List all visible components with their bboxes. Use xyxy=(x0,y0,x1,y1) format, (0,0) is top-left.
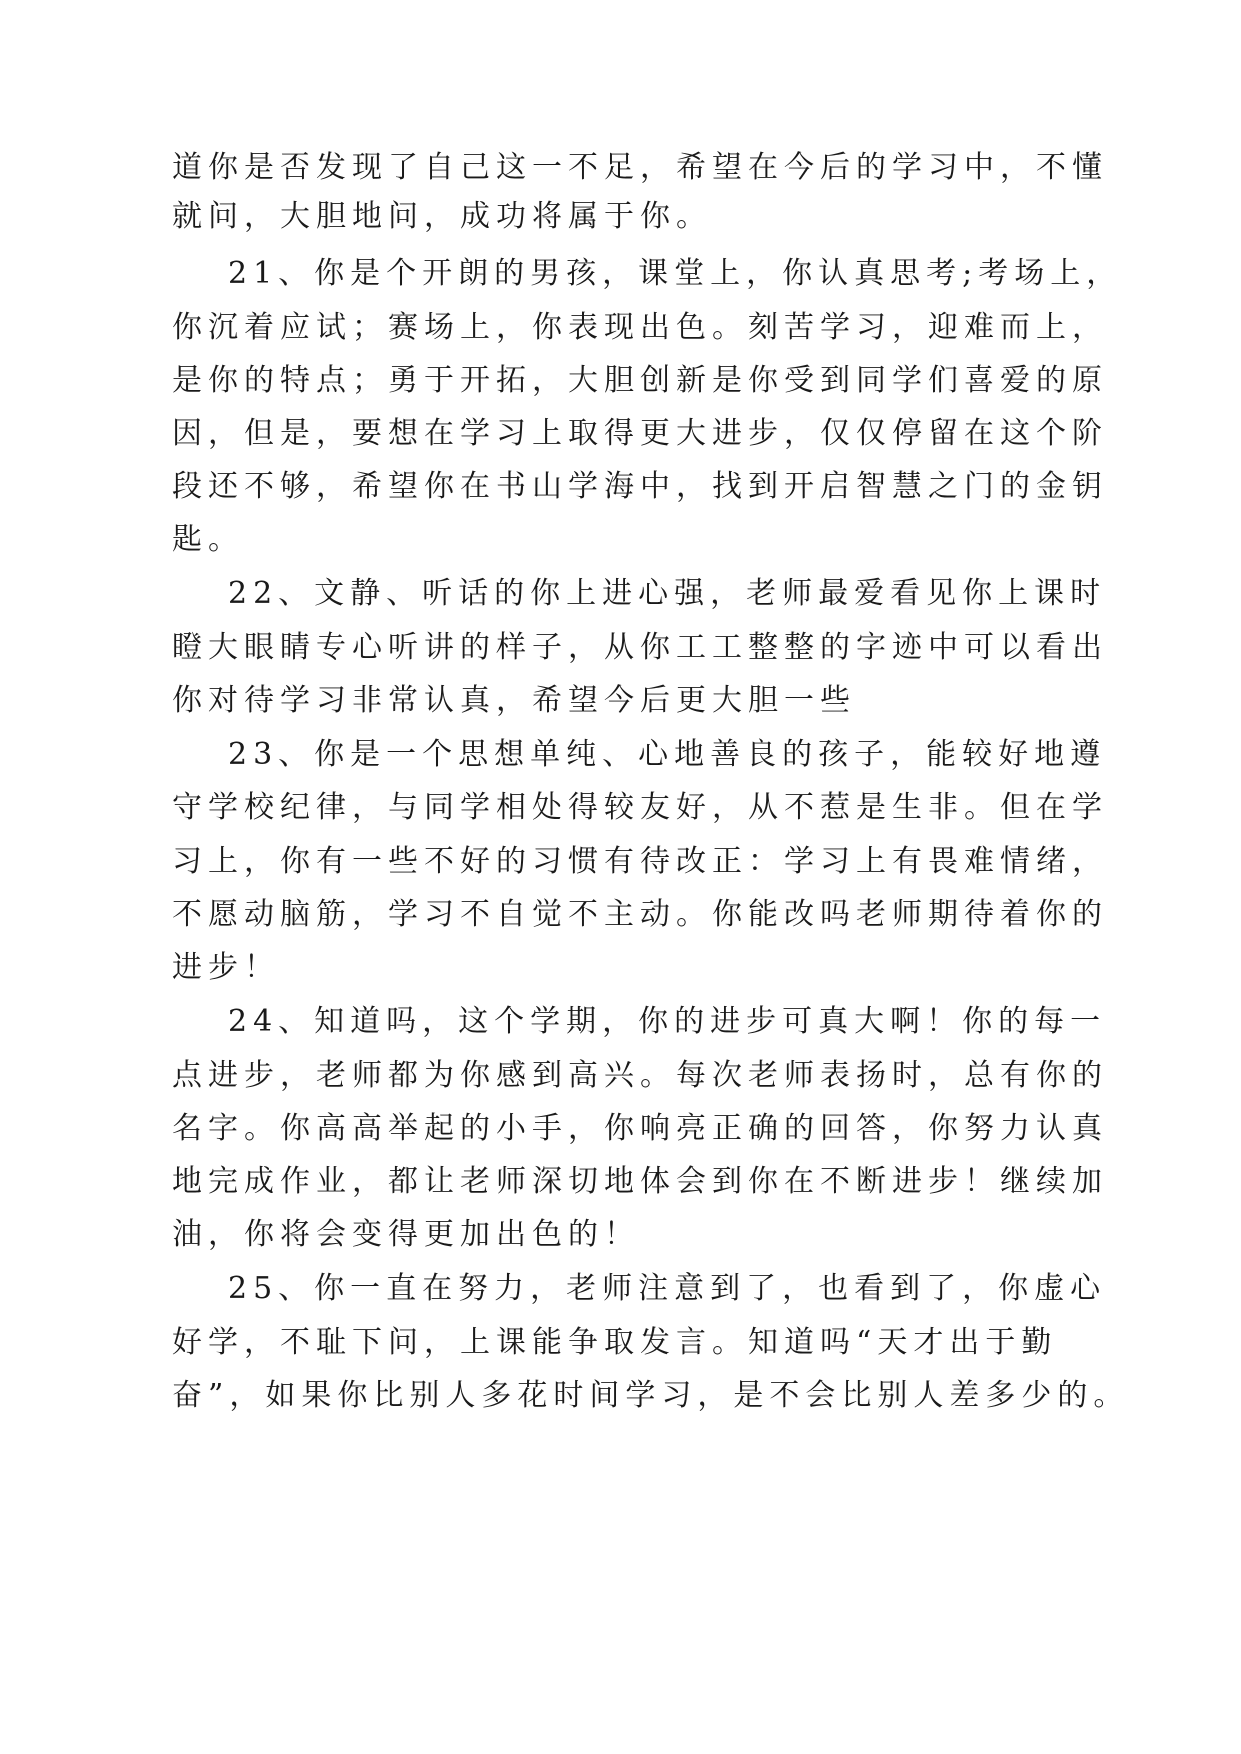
body-text-line: 就问，大胆地问，成功将属于你。 xyxy=(172,199,712,234)
comment-23-line: 23、你是一个思想单纯、心地善良的孩子，能较好地遵 xyxy=(228,737,1107,772)
comment-24-line: 点进步，老师都为你感到高兴。每次老师表扬时，总有你的 xyxy=(172,1058,1108,1093)
comment-23-line: 进步！ xyxy=(172,950,280,985)
comment-21-line: 是你的特点；勇于开拓，大胆创新是你受到同学们喜爱的原 xyxy=(172,363,1108,398)
comment-23-line: 不愿动脑筋，学习不自觉不主动。你能改吗老师期待着你的 xyxy=(172,897,1108,932)
comment-24-line: 地完成作业，都让老师深切地体会到你在不断进步！继续加 xyxy=(172,1164,1108,1199)
comment-25-line: 25、你一直在努力，老师注意到了，也看到了，你虚心 xyxy=(228,1271,1107,1306)
comment-25-line: 好学，不耻下问，上课能争取发言。知道吗“天才出于勤 xyxy=(172,1325,1058,1360)
comment-25-line: 奋”，如果你比别人多花时间学习，是不会比别人差多少的。 xyxy=(172,1378,1130,1413)
comment-24-line: 24、知道吗，这个学期，你的进步可真大啊！你的每一 xyxy=(228,1004,1107,1039)
comment-24-line: 油，你将会变得更加出色的！ xyxy=(172,1217,640,1252)
comment-21-line: 你沉着应试；赛场上，你表现出色。刻苦学习，迎难而上， xyxy=(172,310,1108,345)
comment-21-line: 21、你是个开朗的男孩，课堂上，你认真思考;考场上， xyxy=(228,256,1123,291)
comment-23-line: 习上，你有一些不好的习惯有待改正：学习上有畏难情绪， xyxy=(172,844,1108,879)
comment-21-line: 段还不够，希望你在书山学海中，找到开启智慧之门的金钥 xyxy=(172,469,1108,504)
comment-22-line: 瞪大眼睛专心听讲的样子，从你工工整整的字迹中可以看出 xyxy=(172,630,1108,665)
comment-22-line: 22、文静、听话的你上进心强，老师最爱看见你上课时 xyxy=(228,576,1107,611)
comment-21-line: 因，但是，要想在学习上取得更大进步，仅仅停留在这个阶 xyxy=(172,416,1108,451)
comment-21-line: 匙。 xyxy=(172,522,244,557)
comment-24-line: 名字。你高高举起的小手，你响亮正确的回答，你努力认真 xyxy=(172,1111,1108,1146)
comment-22-line: 你对待学习非常认真，希望今后更大胆一些 xyxy=(172,683,856,718)
comment-23-line: 守学校纪律，与同学相处得较友好，从不惹是生非。但在学 xyxy=(172,790,1108,825)
body-text-line: 道你是否发现了自己这一不足，希望在今后的学习中，不懂 xyxy=(172,150,1108,185)
